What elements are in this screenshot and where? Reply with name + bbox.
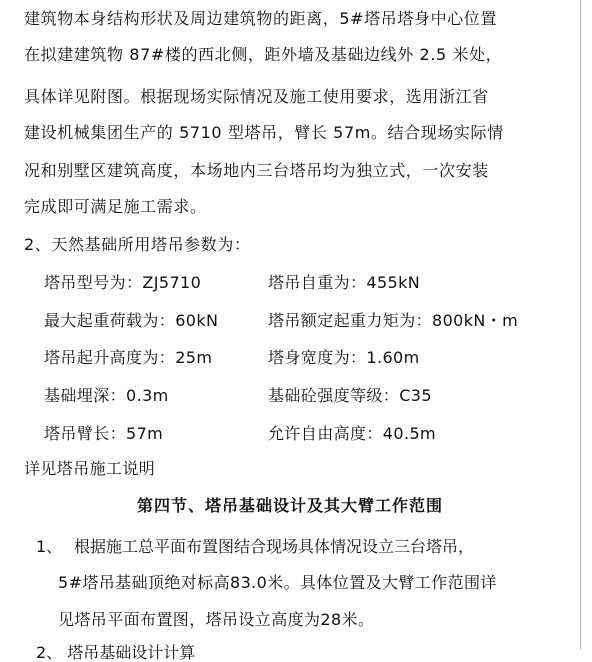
param-lift-height: 塔吊起升高度为：25m	[44, 348, 213, 367]
page-margin-line	[580, 0, 581, 650]
param-rated-moment: 塔吊额定起重力矩为：800kN・m	[268, 311, 519, 330]
list-item-continuation: 见塔吊平面布置图，塔吊设立高度为28米。	[58, 610, 375, 629]
param-boom-length: 塔吊臂长：57m	[44, 424, 164, 443]
paragraph-line: 况和别墅区建筑高度，本场地内三台塔吊均为独立式，一次安装	[24, 161, 489, 180]
paragraph-line: 建设机械集团生产的 5710 型塔吊，臂长 57m。结合现场实际情	[24, 123, 504, 142]
param-self-weight: 塔吊自重为：455kN	[268, 273, 421, 292]
param-concrete-grade: 基础砼强度等级：C35	[268, 386, 432, 405]
param-foundation-depth: 基础埋深：0.3m	[44, 386, 169, 405]
subheading-tower-crane-params: 2、天然基础所用塔吊参数为：	[24, 235, 251, 254]
list-item-2-partial: 2、 塔吊基础设计计算	[36, 643, 196, 662]
paragraph-line: 完成即可满足施工需求。	[24, 197, 207, 216]
list-item-text: 根据施工总平面布置图结合现场具体情况设立三台塔吊，	[74, 537, 475, 556]
paragraph-line: 建筑物本身结构形状及周边建筑物的距离，5#塔吊塔身中心位置	[24, 9, 497, 28]
paragraph-line: 具体详见附图。根据现场实际情况及施工使用要求，选用浙江省	[24, 87, 489, 106]
list-item-continuation: 5#塔吊基础顶绝对标高83.0米。具体位置及大臂工作范围详	[58, 573, 497, 592]
list-number: 1、	[36, 537, 63, 556]
param-tower-width: 塔身宽度为：1.60m	[268, 348, 420, 367]
param-free-height: 允许自由高度：40.5m	[268, 424, 437, 443]
list-item-1	[36, 538, 474, 556]
paragraph-line: 在拟建建筑物 87#楼的西北侧，距外墙及基础边线外 2.5 米处，	[24, 45, 503, 64]
param-max-load: 最大起重荷载为：60kN	[44, 311, 219, 330]
param-model: 塔吊型号为：ZJ5710	[44, 273, 202, 292]
note-text: 详见塔吊施工说明	[24, 459, 156, 478]
section-title: 第四节、塔吊基础设计及其大臂工作范围	[136, 496, 443, 515]
